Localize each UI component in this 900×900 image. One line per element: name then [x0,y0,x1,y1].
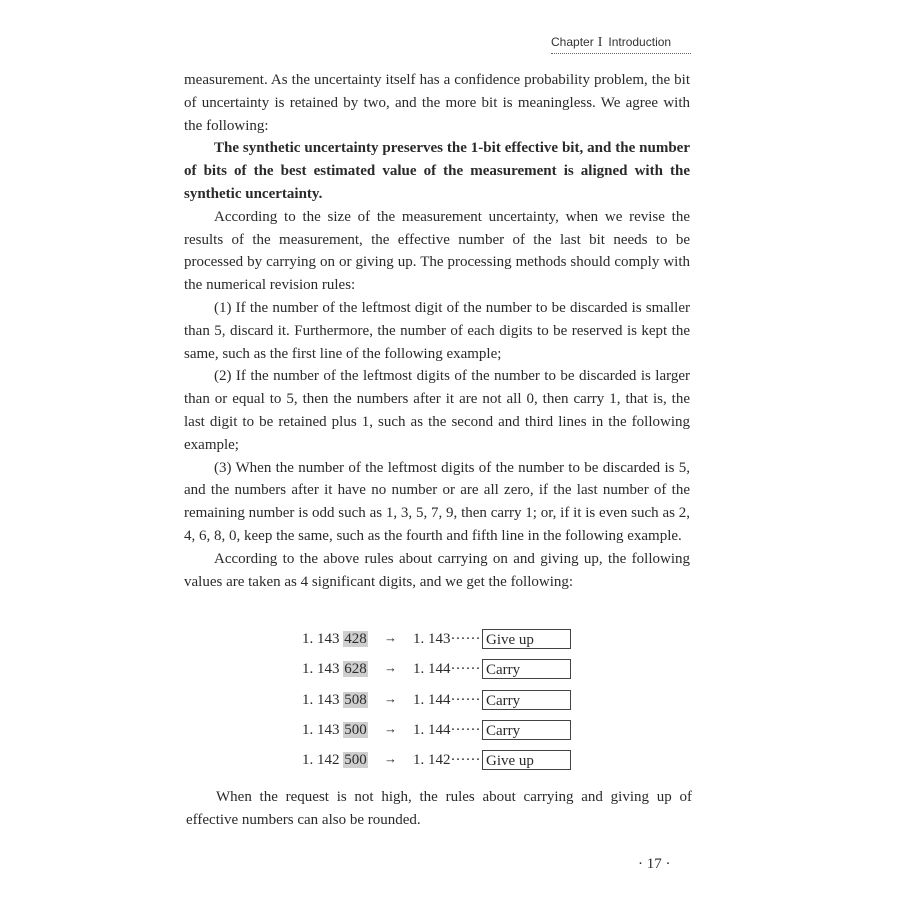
arrow-icon: → [384,690,397,706]
example-row [300,750,575,780]
original-value: 1. 143 508 [302,691,367,708]
paragraph-8: When the request is not high, the rules about carrying and giving up of effective numbers can also be rounded. [186,789,692,828]
paragraph-1: measurement. As the uncertainty itself has a confidence probability problem, the bit of uncertainty is retained by two, and the more bit is meaningless. We agree with the following: [184,72,690,134]
example-row [300,690,575,720]
discarded-digits: 500 [344,721,367,738]
discarded-digits: 508 [344,691,367,708]
chapter-label: Chapter [551,35,594,49]
action-box: Give up [482,629,571,649]
arrow-icon: → [384,660,397,676]
running-header [551,35,691,54]
original-value: 1. 143 428 [302,631,367,647]
rounded-value: 1. 144······ [413,721,481,738]
paragraph-7: According to the above rules about carrying on and giving up, the following values are taken as 4 significant digits, and we get the following: [184,550,690,590]
original-value: 1. 143 628 [302,661,367,678]
action-box: Give up [482,750,571,770]
rounding-examples [300,629,575,780]
example-row [300,629,575,659]
rule-1: (1) If the number of the leftmost digit of the number to be discarded is smaller than 5, discard it. Furthermore, the number of each digits to be reserved is kept the same, such as the first line of the following example; [184,299,690,362]
original-value: 1. 142 500 [302,752,367,769]
rounded-value: 1. 142······ [413,752,481,769]
rule-2: (2) If the number of the leftmost digits of the number to be discarded is larger than or equal to 5, then the numbers after it are not all 0, then carry 1, that is, the last digit to be retained plus 1, such as the second and third lines in the following example; [184,368,690,453]
original-value: 1. 143 500 [302,721,367,738]
rounded-value: 1. 144······ [413,661,481,678]
discarded-digits: 500 [344,752,367,769]
closing-text [186,786,692,832]
arrow-icon: → [384,630,397,645]
rounded-value: 1. 144······ [413,691,481,708]
chapter-numeral: I [597,35,603,50]
paragraph-3: According to the size of the measurement uncertainty, when we revise the results of the measurement, the effective number of the last bit needs to be processed by carrying on or giving up. The processing methods should comply with the numerical revision rules: [184,208,690,294]
example-row [300,720,575,750]
rounded-value: 1. 143······ [413,631,481,647]
chapter-title: Introduction [608,35,672,49]
example-row [300,659,575,689]
rule-statement: The synthetic uncertainty preserves the 1-bit effective bit, and the number of bits of the best estimated value of the measurement is aligned with the synthetic uncertainty. [184,140,690,202]
action-box: Carry [482,720,571,740]
discarded-digits: 428 [344,631,367,647]
rule-3: (3) When the number of the leftmost digits of the number to be discarded is 5, and the numbers after it have no number or are all zero, if the last number of the remaining number is odd such as 1, 3, 5, 7, 9, then carry 1; or, if it is even such as 2, 4, 6, 8, 0, keep the same, such as the fourth and fifth line in the following example. [184,459,690,544]
action-box: Carry [482,690,571,710]
page-number: · 17 · [638,856,671,872]
discarded-digits: 628 [344,661,367,678]
action-box: Carry [482,659,571,679]
main-text [184,69,690,593]
arrow-icon: → [384,751,397,767]
arrow-icon: → [384,720,397,736]
